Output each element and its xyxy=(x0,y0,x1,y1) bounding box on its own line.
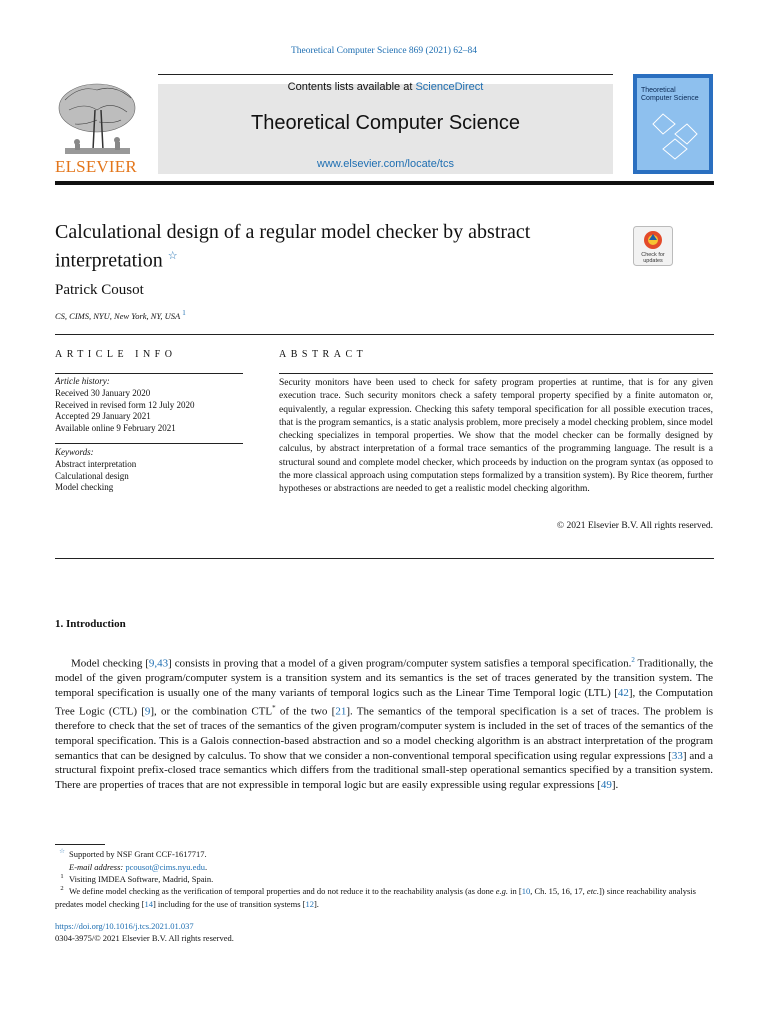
keywords-label: Keywords: xyxy=(55,447,94,457)
email-end: . xyxy=(204,862,208,872)
keywords-rule xyxy=(55,443,243,444)
ref-link[interactable]: 9,43 xyxy=(148,657,169,670)
footnote-2-etc: etc. xyxy=(586,886,599,896)
footnote-2-text: in [ xyxy=(508,886,522,896)
footnote-2-text: ]. xyxy=(313,898,319,909)
ref-link[interactable]: 12 xyxy=(305,898,314,909)
intro-text: ], the Computation Tree Logic (CTL) [ xyxy=(55,687,713,718)
abstract-heading: ABSTRACT xyxy=(279,349,368,360)
article-info-heading: ARTICLE INFO xyxy=(55,349,177,360)
ref-link[interactable]: 49 xyxy=(600,778,612,791)
abstract-text: Security monitors have been used to check for safety program properties at runtime, that is for any given execution trace. Such security monitors check a safety temporal property specified by a finite automaton or, equivalently, a regular expression. Checking this safety temporal specification for all possible execution traces, that is the program semantics, is a static analysis problem, more precisely a model checking problem, since model checking specializes in temporal properties. We show that the model checker can be formally designed by calculus, by abstract interpretation of a formal trace semantics of the programming language. The result is a structural sound and complete model checker, which proceeds by induction on the program syntax (as opposed to the more classical approach using computation steps formalized by a transition system). By Rice theorem, further hypotheses or abstractions are needed to get a realistic model checking algorithm. xyxy=(279,378,713,495)
check-badge-line2: updates xyxy=(643,258,663,264)
journal-citation[interactable]: Theoretical Computer Science 869 (2021) 62–84 xyxy=(291,46,477,56)
intro-text: ], or the combination CTL xyxy=(150,705,273,718)
history-label: Article history: xyxy=(55,376,110,386)
footnote-1: 1 Visiting IMDEA Software, Madrid, Spain. xyxy=(60,873,214,884)
article-title-text: Calculational design of a regular model checker by abstract interpretation xyxy=(55,221,531,272)
history-online: Available online 9 February 2021 xyxy=(55,423,176,434)
header-top-rule xyxy=(158,74,613,75)
footnote-2-text: , Ch. 15, 16, 17, xyxy=(530,886,587,896)
intro-text: Model checking [ xyxy=(71,657,149,670)
cover-title-2: Computer Science xyxy=(641,95,699,102)
footnote-star-text: Supported by NSF Grant CCF-1617717. xyxy=(69,849,207,859)
author-name: Patrick Cousot xyxy=(55,282,144,298)
footnote-2-eg: e.g. xyxy=(495,886,509,896)
ref-link[interactable]: 21 xyxy=(335,705,347,718)
footnote-rule xyxy=(55,844,105,845)
header-thick-rule xyxy=(55,181,714,185)
article-info-rule xyxy=(55,373,243,374)
history-received: Received 30 January 2020 xyxy=(55,387,151,398)
check-for-updates-badge[interactable] xyxy=(633,226,673,266)
keywords-block xyxy=(55,447,243,494)
issn-copyright: 0304-3975/© 2021 Elsevier B.V. All rights reserved. xyxy=(55,933,234,943)
email-link[interactable]: pcousot@cims.nyu.edu xyxy=(125,862,205,872)
abstract-rule xyxy=(279,373,713,374)
ref-link[interactable]: 14 xyxy=(144,898,153,909)
abstract-bottom-rule xyxy=(55,558,714,559)
email-label: E-mail address: xyxy=(69,862,124,872)
section-heading-introduction: 1. Introduction xyxy=(55,618,126,630)
journal-url-link[interactable]: www.elsevier.com/locate/tcs xyxy=(317,158,454,170)
footnote-2-text: We define model checking as the verification of temporal properties and do not reduce it to the reachability analysis (as done xyxy=(69,886,496,896)
cover-title-1: Theoretical xyxy=(641,87,676,94)
affiliation-text: CS, CIMS, NYU, New York, NY, USA xyxy=(55,310,181,321)
intro-text: of the two [ xyxy=(275,705,336,718)
footnote-2: 2 We define model checking as the verification of temporal properties and do not reduce it to the reachability analysis (as done e.g. in [10, Ch. 15, 16, 17, etc.]) since reachability analysis predates model checking [14] including for the use of transition systems [12]. xyxy=(55,885,696,909)
introduction-paragraph xyxy=(55,653,713,793)
intro-text: ]. The semantics of the temporal specification is a set of traces. The problem is therefore to check that the set of traces of the semantics of the given program/computer system is included in the set of traces of the semantics of the temporal specification. This is a Galois connection-based abstraction and so a model checking algorithm is an abstract interpretation of the program semantics that can be designed by calculus. To show that we consider a non-conventional temporal specification using regular expressions [ xyxy=(55,705,714,762)
abstract-copyright: © 2021 Elsevier B.V. All rights reserved. xyxy=(556,521,713,531)
history-accepted: Accepted 29 January 2021 xyxy=(55,411,151,422)
article-history xyxy=(55,376,243,435)
ctl-star: * xyxy=(272,703,276,712)
author-affiliation xyxy=(55,309,186,321)
contents-prefix: Contents lists available at xyxy=(287,81,416,93)
footnote-2-text: ]) since reachability analysis predates model checking [ xyxy=(55,886,696,909)
elsevier-wordmark: ELSEVIER xyxy=(55,157,137,176)
footnote-mark-2[interactable]: 2 xyxy=(631,656,635,664)
intro-text: ] consists in proving that a model of a given program/computer system satisfies a temporal specification. xyxy=(168,657,632,670)
ref-link[interactable]: 10 xyxy=(521,886,531,896)
check-badge-line1: Check for xyxy=(641,252,665,258)
title-bottom-rule xyxy=(55,334,714,335)
contents-line xyxy=(158,81,613,93)
article-title xyxy=(55,220,615,273)
history-revised: Received in revised form 12 July 2020 xyxy=(55,399,195,410)
intro-text: ]. xyxy=(611,778,619,791)
title-footnote-star[interactable]: ☆ xyxy=(167,250,178,262)
footnote-2-text: ] including for the use of transition systems [ xyxy=(152,898,306,909)
journal-cover-image[interactable] xyxy=(633,74,713,174)
ref-link[interactable]: 42 xyxy=(617,687,629,700)
ref-link[interactable]: 33 xyxy=(671,749,683,762)
sciencedirect-link[interactable]: ScienceDirect xyxy=(415,81,484,93)
affiliation-footnote-mark[interactable]: 1 xyxy=(182,309,186,317)
journal-title: Theoretical Computer Science xyxy=(250,112,520,134)
intro-text: ] and a structural fixpoint prefix-closed trace semantics which differs from the traditional small-step operational semantics specified by a transition system. There are properties of traces that are not expressible in temporal logic but are easily expressible using regular expressions [ xyxy=(55,749,713,791)
keyword-item: Calculational design xyxy=(55,470,129,481)
intro-text: Traditionally, the model of the given program/computer system is a transition system and its semantics is the set of traces generated by the transition system. The temporal specification is usually one of the many variants of temporal logics such as the Linear Time Temporal logic (LTL) [ xyxy=(55,657,713,700)
doi-link[interactable]: https://doi.org/10.1016/j.tcs.2021.01.037 xyxy=(55,921,194,931)
footnote-star: ☆ Supported by NSF Grant CCF-1617717. xyxy=(59,848,207,859)
ref-link[interactable]: 9 xyxy=(144,705,151,718)
footnote-1-text: Visiting IMDEA Software, Madrid, Spain. xyxy=(69,874,214,884)
keyword-item: Model checking xyxy=(55,482,114,493)
footnote-email xyxy=(55,861,713,874)
keyword-item: Abstract interpretation xyxy=(55,458,137,469)
